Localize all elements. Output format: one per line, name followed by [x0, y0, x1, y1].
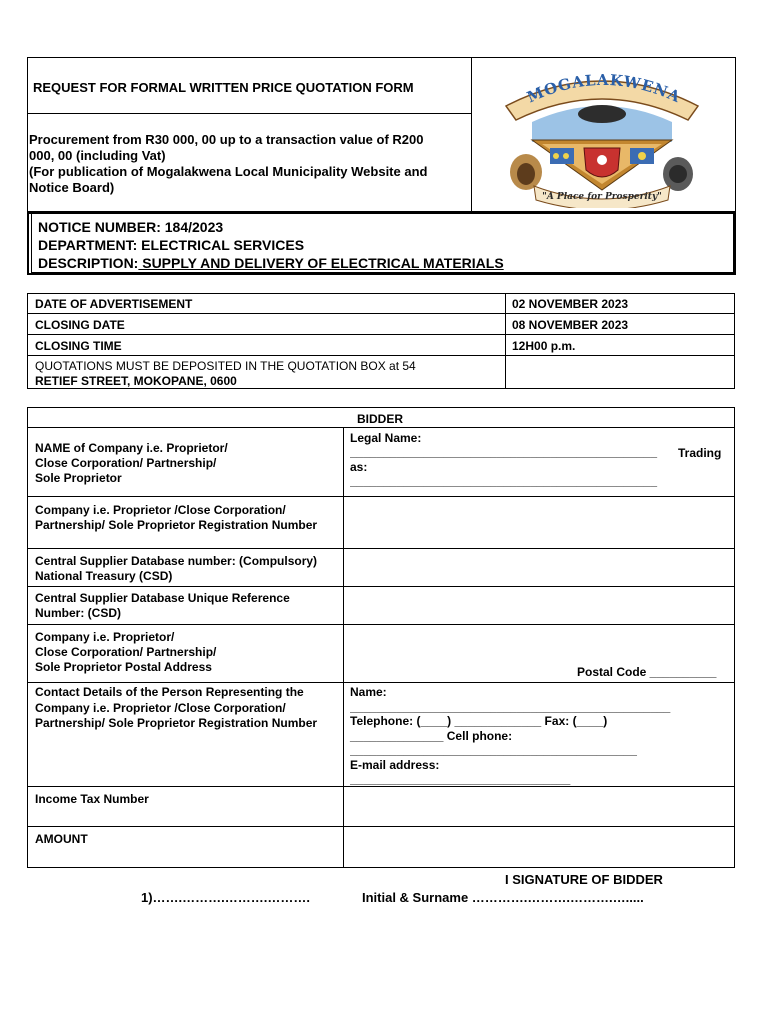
bidder-heading-divider [27, 427, 735, 428]
bidder-row-divider [27, 548, 735, 549]
procurement-line-2: 000, 00 (including Vat) [29, 148, 166, 163]
registration-label-line: Company i.e. Proprietor /Close Corporation/ [35, 503, 286, 517]
postal-label-line: Company i.e. Proprietor/ [35, 630, 175, 644]
contact-details-label [35, 685, 317, 732]
registration-number-field[interactable] [345, 498, 734, 547]
contact-telephone: Telephone: (____) _____________ Fax: (____) [350, 714, 608, 728]
csd-reference-label [35, 591, 290, 621]
notice-details [38, 218, 504, 272]
income-tax-label: Income Tax Number [35, 792, 149, 806]
company-name-label-line: NAME of Company i.e. Proprietor/ [35, 441, 228, 455]
csd-reference-label-line: Number: (CSD) [35, 606, 121, 620]
contact-label-line: Contact Details of the Person Representing the [35, 685, 304, 699]
amount-label: AMOUNT [35, 832, 88, 846]
legal-name-label: Legal Name: [350, 431, 422, 445]
closing-date-value: 08 NOVEMBER 2023 [512, 318, 629, 332]
deposit-line-1: QUOTATIONS MUST BE DEPOSITED IN THE QUOTATION BOX at 54 [35, 359, 416, 373]
description-label: DESCRIPTION: [38, 255, 139, 271]
logo-motto: "A Place for Prosperity" [542, 192, 662, 202]
contact-name-line: ________________________________________________ [350, 699, 671, 714]
postal-address-label [35, 630, 216, 675]
legal-name-line: ______________________________________________ [350, 445, 657, 459]
procurement-text [29, 132, 427, 196]
header-divider-vertical [471, 57, 472, 214]
dates-column-divider [505, 293, 506, 389]
notice-department: DEPARTMENT: ELECTRICAL SERVICES [38, 237, 305, 253]
company-name-label-line: Close Corporation/ Partnership/ [35, 456, 217, 470]
notice-description [38, 254, 504, 272]
closing-date-label: CLOSING DATE [35, 318, 125, 332]
contact-label-line: Company i.e. Proprietor /Close Corporation/ [35, 700, 286, 715]
closing-time-label: CLOSING TIME [35, 339, 122, 353]
amount-field[interactable] [345, 828, 734, 867]
dates-row-divider [27, 355, 735, 356]
income-tax-field[interactable] [345, 788, 734, 825]
description-value: SUPPLY AND DELIVERY OF ELECTRICAL MATERIALS [138, 255, 504, 271]
contact-cell-phone: ______________ Cell phone: [350, 728, 513, 743]
bidder-row-divider [27, 586, 735, 587]
deposit-line-2: RETIEF STREET, MOKOPANE, 0600 [35, 374, 237, 388]
header-divider-horizontal [27, 113, 472, 114]
trading-as-line: ______________________________________________ [350, 474, 657, 488]
postal-code-field[interactable]: Postal Code __________ [577, 665, 717, 679]
trading-as-label: as: [350, 460, 368, 474]
bidder-column-divider [343, 427, 344, 868]
coat-of-arms-icon [492, 62, 712, 208]
csd-number-label [35, 554, 317, 584]
procurement-line-1: Procurement from R30 000, 00 up to a transaction value of R200 [29, 132, 424, 147]
contact-cell-line: ___________________________________________ [350, 743, 637, 757]
publication-line-1: (For publication of Mogalakwena Local Municipality Website and [29, 164, 428, 179]
form-title: REQUEST FOR FORMAL WRITTEN PRICE QUOTATION FORM [33, 80, 414, 95]
advert-date-value: 02 NOVEMBER 2023 [512, 297, 629, 311]
trading-as-field[interactable] [350, 460, 730, 488]
signature-number-line[interactable]: 1)…….……….……….………. [141, 890, 311, 905]
municipality-logo [492, 62, 712, 208]
bidder-heading: BIDDER [357, 412, 404, 426]
contact-email-line: _________________________________ [350, 772, 571, 786]
postal-label-line: Close Corporation/ Partnership/ [35, 645, 217, 659]
legal-name-field[interactable] [350, 431, 730, 459]
company-name-label [35, 441, 228, 486]
bidder-row-divider [27, 826, 735, 827]
csd-label-line: National Treasury (CSD) [35, 569, 173, 583]
initial-surname-line[interactable]: Initial & Surname ………….……….……….…..... [362, 890, 644, 905]
csd-reference-label-line: Central Supplier Database Unique Reference [35, 591, 290, 605]
contact-email-label: E-mail address: [350, 757, 440, 772]
csd-label-line: Central Supplier Database number: (Compulsory) [35, 554, 318, 568]
advert-date-label: DATE OF ADVERTISEMENT [35, 297, 193, 311]
postal-label-line: Sole Proprietor Postal Address [35, 660, 212, 674]
signature-label: I SIGNATURE OF BIDDER [505, 872, 663, 887]
deposit-instructions [35, 359, 416, 389]
dates-row-divider [27, 313, 735, 314]
registration-number-label [35, 503, 317, 533]
trading-label: Trading [678, 446, 722, 460]
csd-number-field[interactable] [345, 550, 734, 585]
contact-details-field[interactable] [350, 685, 730, 787]
dates-row-divider [27, 334, 735, 335]
notice-number: NOTICE NUMBER: 184/2023 [38, 219, 224, 235]
csd-reference-field[interactable] [345, 588, 734, 623]
registration-label-line: Partnership/ Sole Proprietor Registration Number [35, 518, 318, 532]
bidder-row-divider [27, 624, 735, 625]
bidder-row-divider [27, 682, 735, 683]
bidder-row-divider [27, 496, 735, 497]
contact-label-line: Partnership/ Sole Proprietor Registration Number [35, 716, 318, 730]
company-name-label-line: Sole Proprietor [35, 471, 122, 485]
closing-time-value: 12H00 p.m. [512, 339, 576, 353]
publication-line-2: Notice Board) [29, 180, 115, 195]
logo-top-text: MOGALAKWENA [524, 70, 684, 107]
contact-name-label: Name: [350, 685, 387, 699]
